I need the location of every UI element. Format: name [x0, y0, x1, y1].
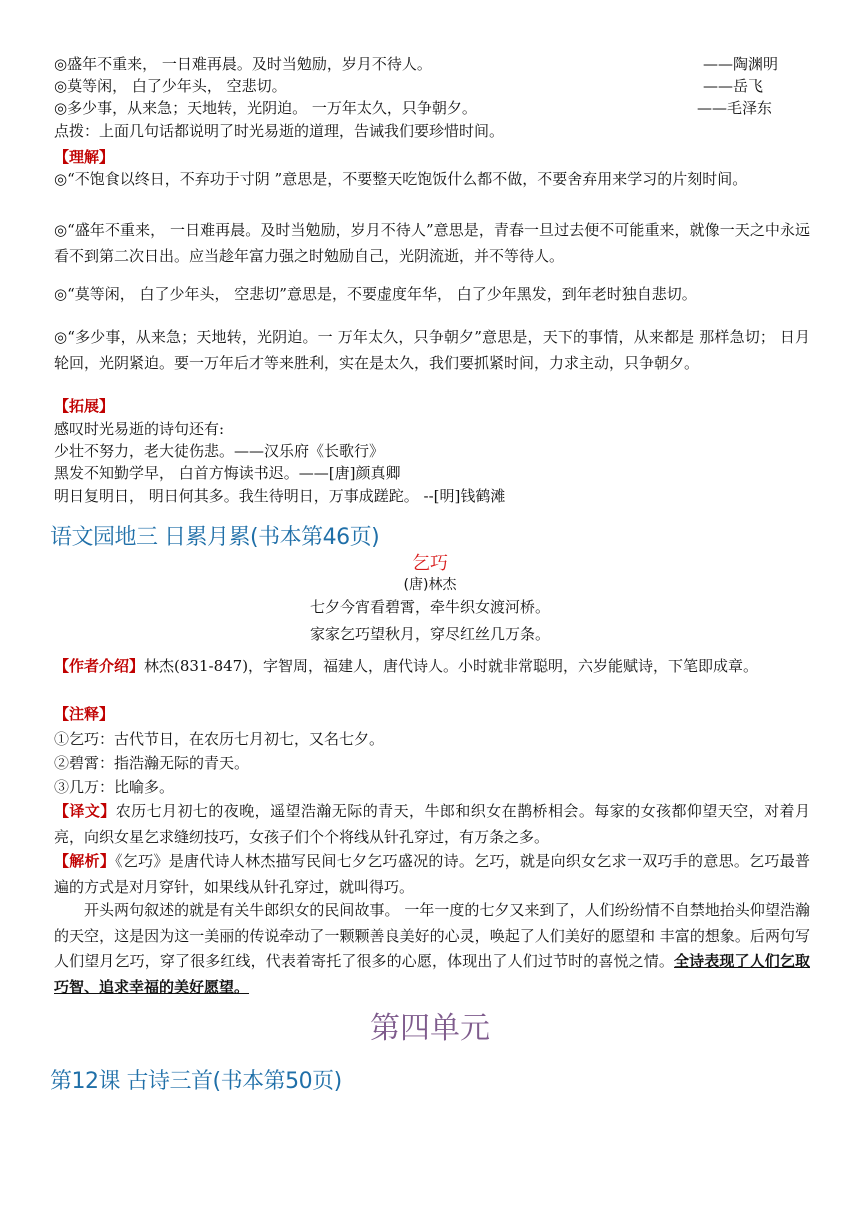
- quote-line: ◎盛年不重来， 一日难再晨。及时当勉励，岁月不待人。: [54, 55, 432, 73]
- analysis-text: 《乞巧》是唐代诗人林杰描写民间七夕乞巧盛况的诗。乞巧，就是向织女乞求一双巧手的意思。乞巧最普遍的方式是对月穿针，如果线从针孔穿过，就叫得巧。: [54, 852, 810, 896]
- analysis-paragraph-text: 开头两句叙述的就是有关牛郎织女的民间故事。 一年一度的七夕又来到了，人们纷纷情不自禁地抬头仰望浩瀚的天空，这是因为这一美丽的传说牵动了一颗颗善良美好的心灵，唤起了人们美好的愿望和 丰富的想象。后两句写人们望月乞巧，穿了很多红线，代表着寄托了很多的心愿，体现出了人们过节时的喜悦之情。: [54, 901, 810, 970]
- poem-line: 家家乞巧望秋月，穿尽红丝几万条。: [309, 625, 550, 643]
- author-intro-tag: 【作者介绍】: [54, 657, 145, 675]
- quote-author: ——陶渊明: [703, 55, 779, 73]
- understand-item: ◎“莫等闲， 白了少年头， 空悲切”意思是，不要虚度年华， 白了少年黑发，到年老时独自悲切。: [54, 285, 697, 303]
- note-item: ③几万：比喻多。: [54, 778, 175, 796]
- poem-title: 乞巧: [412, 553, 448, 574]
- expand-line: 明日复明日， 明日何其多。我生待明日，万事成蹉跎。 --[明]钱鹤滩: [54, 487, 506, 505]
- expand-tag: 【拓展】: [54, 397, 115, 415]
- quote-author: ——岳飞: [703, 77, 764, 95]
- tip-line: 点拨：上面几句话都说明了时光易逝的道理，告诫我们要珍惜时间。: [54, 122, 505, 140]
- translation-text: 农历七月初七的夜晚，遥望浩瀚无际的青天，牛郎和织女在鹊桥相会。每家的女孩都仰望天空，对着月亮，向织女星乞求缝纫技巧，女孩子们个个将线从针孔穿过，有万条之多。: [54, 802, 810, 846]
- section-heading: 语文园地三 日累月累(书本第46页): [50, 525, 380, 550]
- expand-intro: 感叹时光易逝的诗句还有:: [54, 420, 225, 438]
- author-intro-text: 林杰(831-847)，字智周，福建人，唐代诗人。小时就非常聪明，六岁能赋诗，下笔即成章。: [144, 657, 759, 675]
- poem-author: (唐)林杰: [403, 577, 457, 593]
- understand-item: ◎“不饱食以终日，不弃功于寸阴 ”意思是，不要整天吃饱饭什么都不做，不要舍弃用来学习的片刻时间。: [54, 170, 748, 188]
- translation: [54, 799, 810, 850]
- analysis-tag: 【解析】: [54, 852, 116, 870]
- translation-tag: 【译文】: [54, 802, 116, 820]
- lesson-heading: 第12课 古诗三首(书本第50页): [50, 1069, 342, 1094]
- unit-title: 第四单元: [370, 1011, 490, 1046]
- notes-tag: 【注释】: [54, 705, 115, 723]
- note-item: ②碧霄：指浩瀚无际的青天。: [54, 754, 250, 772]
- quote-line: ◎多少事，从来急；天地转，光阴迫。 一万年太久，只争朝夕。: [54, 99, 477, 117]
- expand-line: 黑发不知勤学早， 白首方悔读书迟。——[唐]颜真卿: [54, 464, 401, 482]
- understand-tag: 【理解】: [54, 148, 115, 166]
- quote-author: ——毛泽东: [697, 99, 773, 117]
- understand-item: ◎“盛年不重来， 一日难再晨。及时当勉励，岁月不待人”意思是，青春一旦过去便不可能重来，就像一天之中永远看不到第二次日出。应当趁年富力强之时勉励自己，光阴流逝，并不等待人。: [54, 221, 810, 265]
- note-item: ①乞巧：古代节日，在农历七月初七，又名七夕。: [54, 730, 385, 748]
- poem-line: 七夕今宵看碧霄，牵牛织女渡河桥。: [309, 598, 550, 616]
- analysis: [54, 849, 810, 900]
- author-intro: [54, 654, 810, 680]
- analysis-paragraph: [54, 898, 810, 1000]
- understand-item: ◎“多少事，从来急；天地转，光阴迫。一 万年太久，只争朝夕”意思是，天下的事情，从来都是 那样急切； 日月轮回，光阴紧迫。要一万年后才等来胜利，实在是太久，我们要抓紧时间，力求主动，只争朝夕。: [54, 328, 810, 372]
- expand-line: 少壮不努力，老大徒伤悲。——汉乐府《长歌行》: [54, 442, 385, 460]
- quote-line: ◎莫等闲， 白了少年头， 空悲切。: [54, 77, 287, 95]
- analysis-conclusion: 全诗表现了人们乞取巧智、追求幸福的美好愿望。: [54, 952, 810, 996]
